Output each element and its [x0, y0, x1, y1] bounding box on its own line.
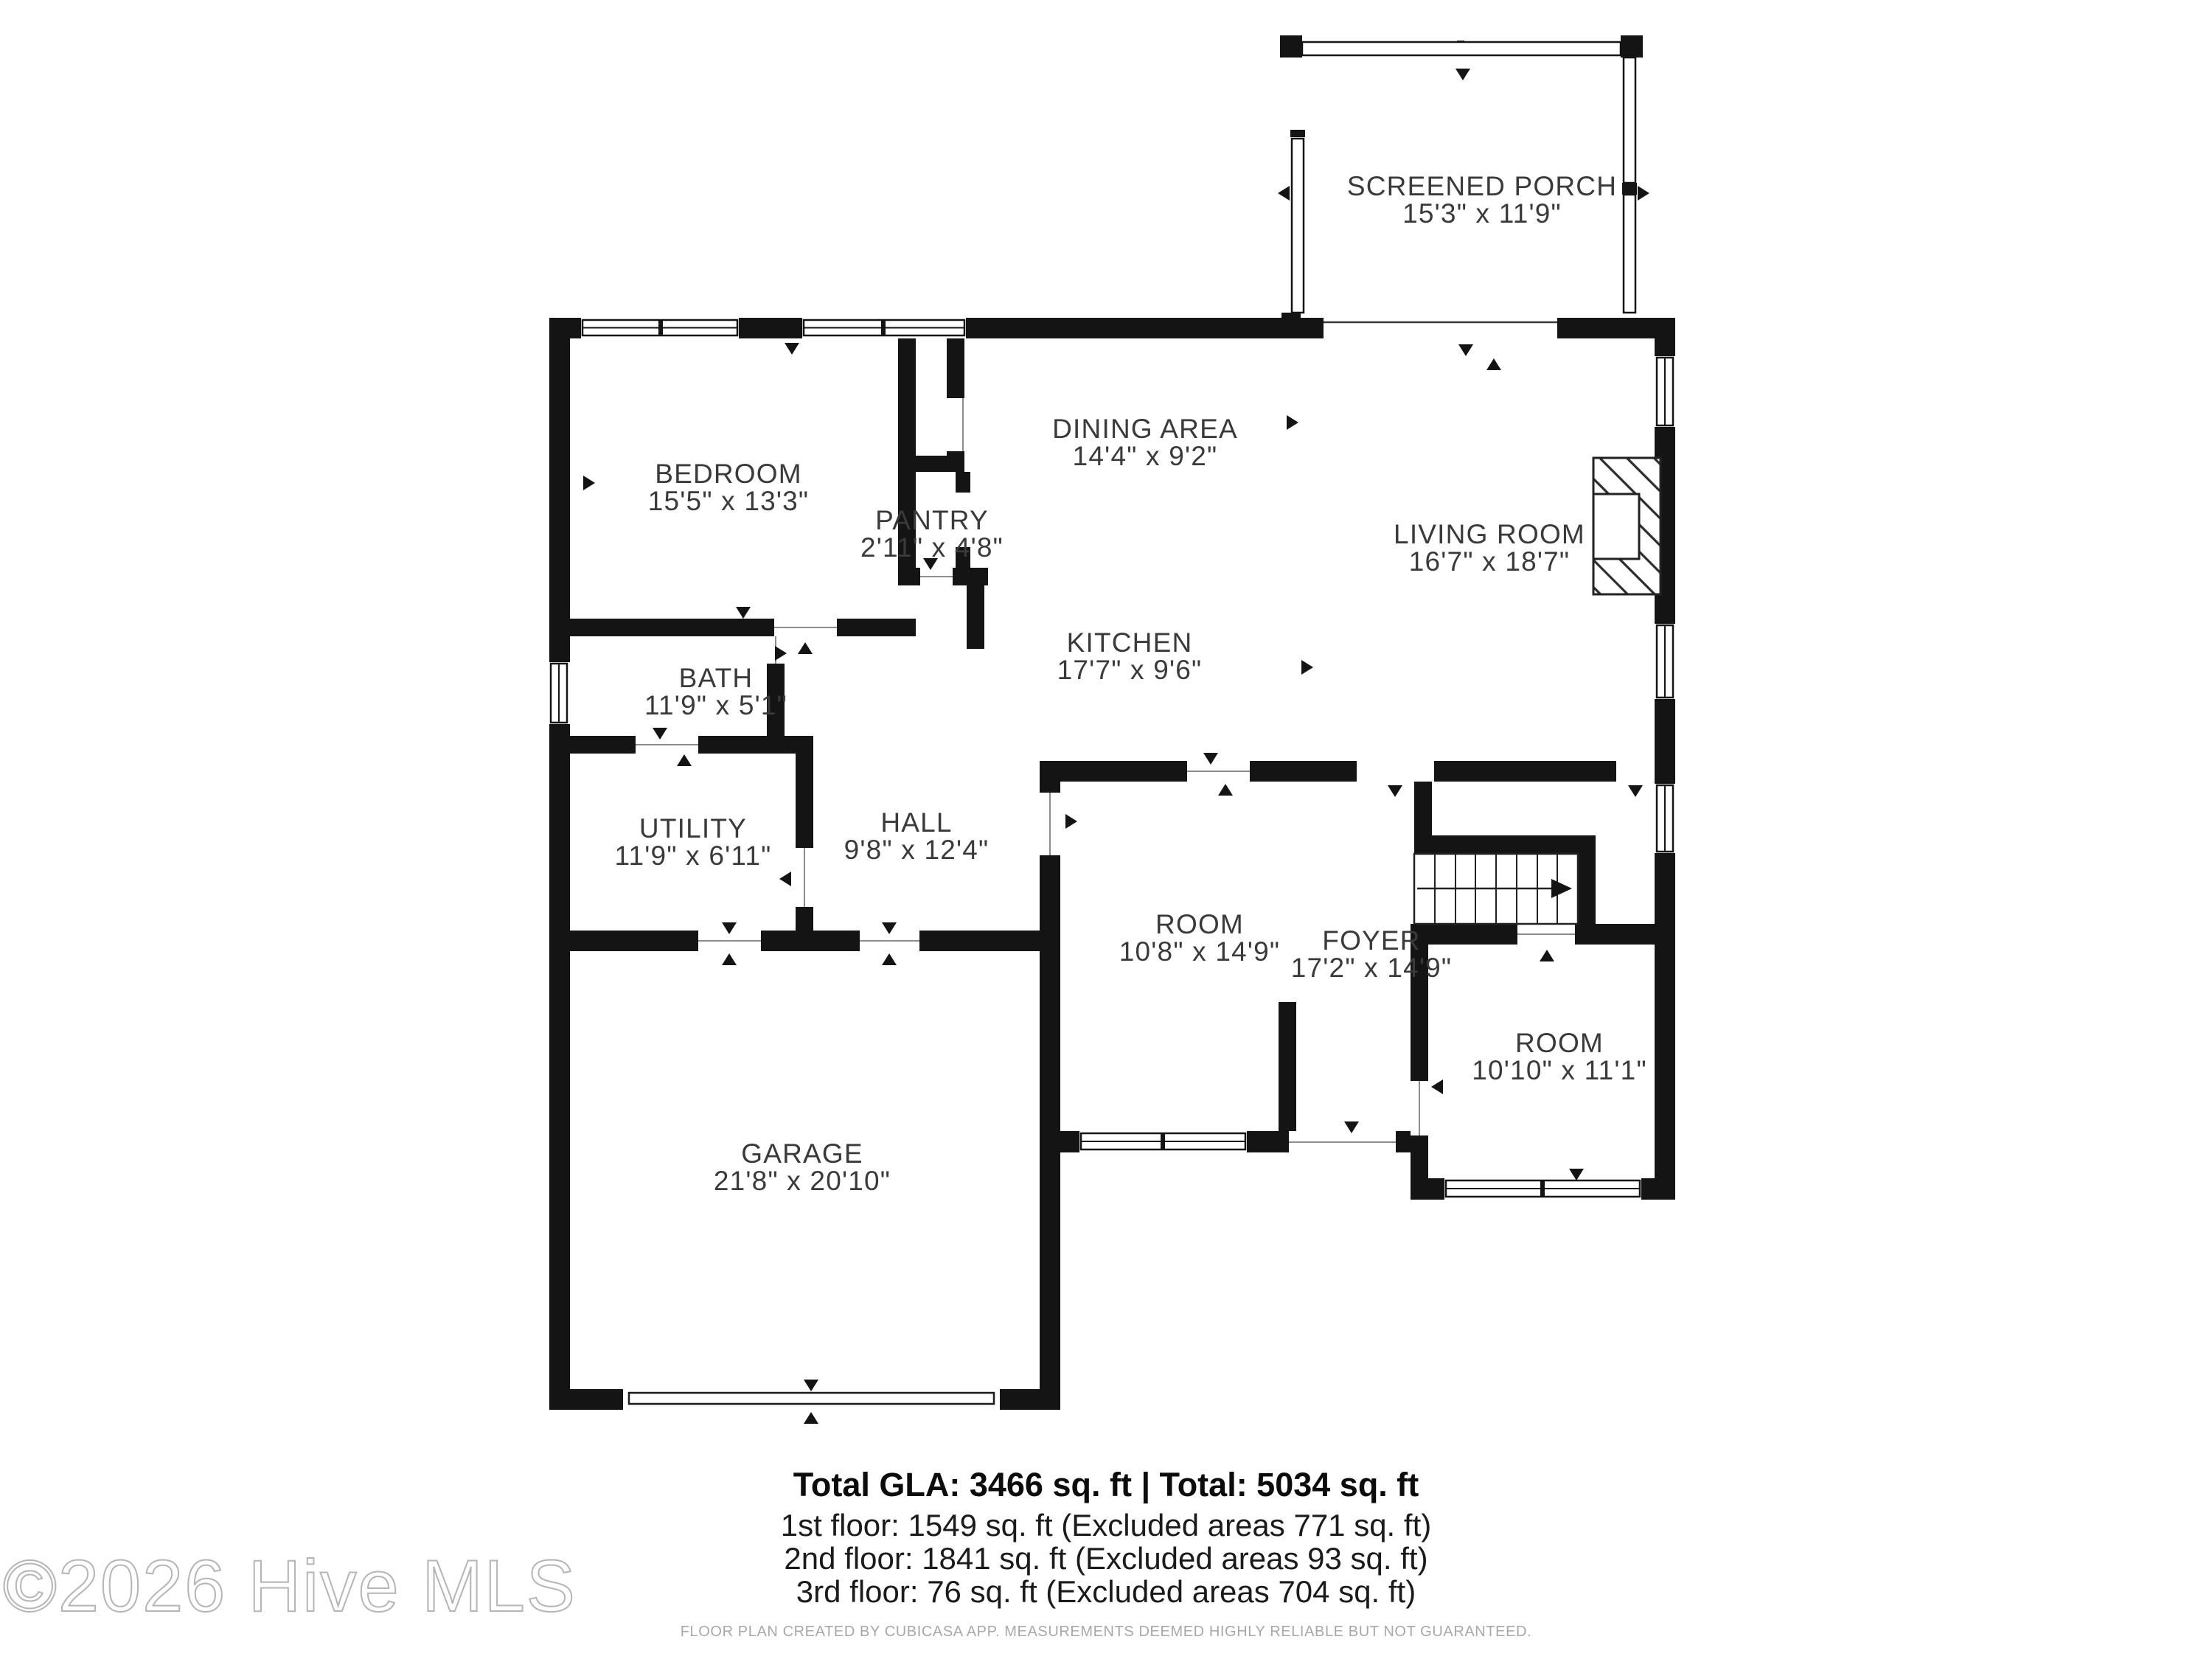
stairs	[1414, 854, 1578, 924]
room-label-foyer: FOYER	[1322, 925, 1421, 956]
room-dims-bath: 11'9" x 5'1"	[644, 690, 787, 720]
window	[1655, 784, 1675, 853]
cubicasa-disclaimer: FLOOR PLAN CREATED BY CUBICASA APP. MEASUREMENTS DEEMED HIGHLY RELIABLE BUT NOT GUARANTEED.	[680, 1624, 1532, 1640]
room-label-dining-area: DINING AREA	[1052, 414, 1238, 444]
room-label-utility: UTILITY	[639, 813, 748, 844]
room-dims-hall: 9'8" x 12'4"	[844, 835, 990, 865]
room-dims-screened-porch: 15'3" x 11'9"	[1402, 198, 1562, 229]
room-label-screened-porch: SCREENED PORCH	[1346, 171, 1618, 201]
room-dims-pantry: 2'11" x 4'8"	[860, 532, 1004, 563]
room-label-room-2: ROOM	[1515, 1028, 1604, 1058]
first-floor-area: 1st floor: 1549 sq. ft (Excluded areas 771 sq. ft)	[780, 1508, 1432, 1543]
room-dims-room-2: 10'10" x 11'1"	[1472, 1055, 1647, 1085]
mls-watermark: ©2026 Hive MLS	[3, 1545, 577, 1627]
room-dims-kitchen: 17'7" x 9'6"	[1057, 655, 1203, 685]
garage-door	[623, 1389, 1000, 1410]
room-dims-dining-area: 14'4" x 9'2"	[1072, 441, 1218, 471]
room-label-living-room: LIVING ROOM	[1394, 519, 1585, 549]
room-dims-living-room: 16'7" x 18'7"	[1408, 546, 1571, 577]
room-dims-bedroom: 15'5" x 13'3"	[647, 486, 810, 516]
room-label-bath: BATH	[678, 663, 754, 693]
room-label-garage: GARAGE	[741, 1138, 863, 1169]
room-dims-utility: 11'9" x 6'11"	[614, 841, 772, 871]
room-label-pantry: PANTRY	[875, 505, 989, 535]
window	[1655, 624, 1675, 699]
room-label-room-1: ROOM	[1155, 909, 1244, 939]
window	[1444, 1178, 1641, 1200]
third-floor-area: 3rd floor: 76 sq. ft (Excluded areas 704 sq. ft)	[796, 1574, 1416, 1609]
window	[1079, 1131, 1247, 1152]
porch-opening	[1324, 324, 1557, 338]
fireplace	[1593, 458, 1660, 594]
room-label-hall: HALL	[880, 807, 953, 838]
room-dims-garage: 21'8" x 20'10"	[713, 1166, 891, 1196]
window	[802, 318, 966, 338]
room-dims-room-1: 10'8" x 14'9"	[1119, 936, 1281, 967]
room-label-bedroom: BEDROOM	[655, 459, 802, 489]
room-dims-foyer: 17'2" x 14'9"	[1290, 953, 1453, 983]
window	[581, 318, 739, 338]
second-floor-area: 2nd floor: 1841 sq. ft (Excluded areas 93 sq. ft)	[784, 1541, 1428, 1576]
window	[1655, 356, 1675, 427]
total-gla: Total GLA: 3466 sq. ft | Total: 5034 sq. ft	[793, 1466, 1419, 1503]
room-label-kitchen: KITCHEN	[1066, 627, 1193, 658]
window	[549, 662, 570, 724]
